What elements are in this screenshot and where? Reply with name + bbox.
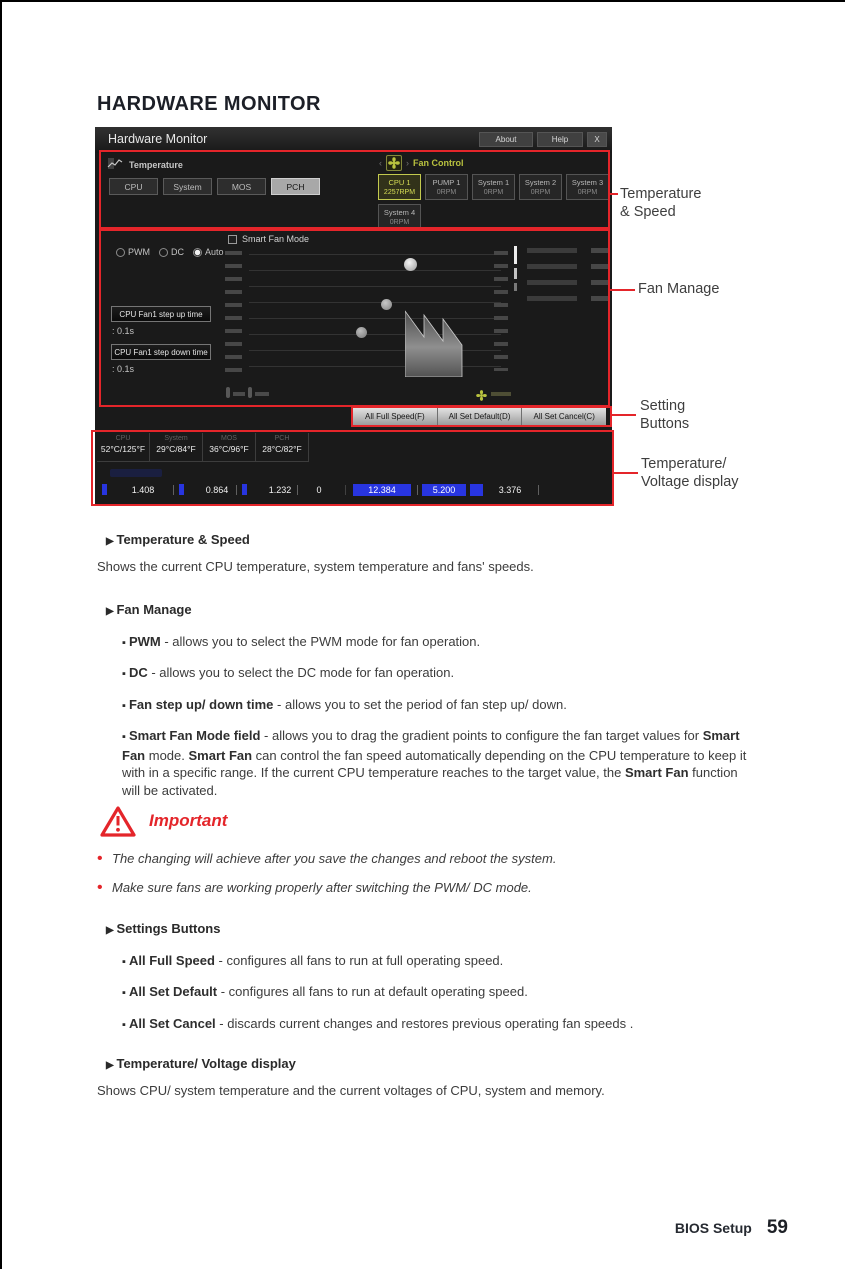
temperature-section-header [107,157,183,172]
page-edge-top [0,0,845,2]
radio-circle-icon [116,248,125,257]
footer-label: BIOS Setup [674,1220,752,1236]
callout-temperature-speed: Temperature & Speed [620,186,702,220]
radio-pwm[interactable]: PWM [116,247,150,257]
bullet-fan-step: ▪ Fan step up/ down time - allows you to set the period of fan step up/ down. [97,696,749,716]
tab-mos[interactable]: MOS [217,178,266,195]
temperature-tabs [109,178,320,195]
thermometer-icon [248,387,252,398]
scrollbar-mark [514,268,517,279]
fan-button-system4[interactable]: System 4 0RPM [378,204,421,230]
fan-control-header [379,155,464,171]
about-button[interactable]: About [479,132,533,147]
paragraph: Shows the current CPU temperature, system temperature and fans' speeds. [97,559,534,574]
all-full-speed-button[interactable]: All Full Speed(F) [353,408,438,425]
chevron-right-icon: › [406,158,409,168]
voltage-bar [470,484,483,496]
voltage-value: 0 [316,485,322,495]
setting-buttons-bar [353,408,606,425]
scrollbar-mark [514,246,517,264]
body-text [97,531,749,1100]
warning-icon [99,805,137,838]
voltage-value: 1.232 [268,485,292,495]
smart-fan-mode-label: Smart Fan Mode [242,234,310,244]
important-note: • The changing will achieve after you save the changes and reboot the system. [97,850,749,868]
voltage-bar [102,484,107,495]
fan-speed-waveform [405,305,463,377]
tab-pch[interactable]: PCH [271,178,320,195]
step-down-time-button[interactable]: CPU Fan1 step down time [111,344,211,360]
fan-curve-point-2[interactable] [381,299,392,310]
fan-curve-point-1[interactable] [404,258,417,271]
fan-icon [386,155,402,171]
fan-button-system2[interactable]: System 2 0RPM [519,174,562,200]
graph-gridlines [249,254,501,376]
help-button[interactable]: Help [537,132,583,147]
fan-buttons [378,174,610,230]
bullet-all-set-default: ▪ All Set Default - configures all fans to run at default operating speed. [97,983,749,1003]
heading-temp-voltage: ▶ Temperature/ Voltage display [97,1055,749,1075]
graph-rpm-axis-labels [494,251,508,371]
fan-button-system3[interactable]: System 3 0RPM [566,174,609,200]
dim-label [233,392,245,396]
window-title: Hardware Monitor [108,132,208,146]
dim-label [491,392,511,396]
temp-cell-pch: PCH 28°C/82°F [256,433,309,461]
voltage-bar [179,484,184,495]
bullet-all-full-speed: ▪ All Full Speed - configures all fans to run at full operating speed. [97,952,749,972]
fan-mode-radios [116,247,224,257]
tick [538,485,539,495]
step-up-time-button[interactable]: CPU Fan1 step up time [111,306,211,322]
important-note: • Make sure fans are working properly after switching the PWM/ DC mode. [97,879,749,897]
voltage-value: 0.864 [205,485,229,495]
fan-curve-graph [223,245,515,381]
callout-temp-voltage: Temperature/ Voltage display [641,456,739,490]
page-footer [675,1217,788,1239]
thermometer-icon [226,387,230,398]
fan-curve-point-3[interactable] [356,327,367,338]
footer-page-number: 59 [766,1217,788,1238]
temp-cell-mos: MOS 36°C/96°F [203,433,256,461]
voltage-value: 5.200 [422,484,466,496]
annotation-line [612,414,636,416]
important-banner [97,803,749,839]
radio-dc[interactable]: DC [159,247,184,257]
step-down-time-value: : 0.1s [112,364,135,374]
fan-icon [476,388,487,406]
bios-screenshot [95,127,612,505]
bullet-dc: ▪ DC - allows you to select the DC mode for fan operation. [97,664,749,684]
temperature-section-label: Temperature [129,159,183,170]
bullet-all-set-cancel: ▪ All Set Cancel - discards current changes and restores previous operating fan speeds . [97,1015,749,1035]
radio-auto[interactable]: Auto [193,247,224,257]
tick [345,485,346,495]
radio-circle-icon [159,248,168,257]
all-set-default-button[interactable]: All Set Default(D) [438,408,523,425]
tab-cpu[interactable]: CPU [109,178,158,195]
heading-settings-buttons: ▶ Settings Buttons [97,920,749,940]
fan-button-cpu1[interactable]: CPU 1 2257RPM [378,174,421,200]
temperature-readouts [97,433,309,462]
heading-temperature-speed: ▶ Temperature & Speed [97,531,749,551]
all-set-cancel-button[interactable]: All Set Cancel(C) [522,408,606,425]
tick [236,485,237,495]
important-title: Important [149,811,228,831]
voltage-bar [242,484,247,495]
window-titlebar [95,127,612,153]
fan-info-values-dim [591,248,609,312]
smart-fan-mode-row [228,234,309,244]
voltage-label-dim [110,469,162,477]
close-button[interactable]: X [587,132,607,147]
tab-system[interactable]: System [163,178,212,195]
tick [417,485,418,495]
paragraph: Shows CPU/ system temperature and the current voltages of CPU, system and memory. [97,1083,605,1098]
temperature-chart-icon [107,157,123,172]
voltage-value: 12.384 [353,484,411,496]
fan-info-labels-dim [527,248,577,312]
page-edge-left [0,0,2,1269]
smart-fan-mode-checkbox[interactable] [228,235,237,244]
callout-setting-buttons: Setting Buttons [640,398,690,432]
fan-button-system1[interactable]: System 1 0RPM [472,174,515,200]
chevron-left-icon: ‹ [379,158,382,168]
callout-fan-manage: Fan Manage [638,281,720,297]
tick [297,485,298,495]
step-up-time-value: : 0.1s [112,326,135,336]
graph-y-axis-labels [225,251,242,379]
fan-control-label: Fan Control [413,158,464,168]
scrollbar-mark [514,283,517,291]
voltage-value: 3.376 [498,485,522,495]
titlebar-buttons [479,132,607,147]
annotation-line [610,289,635,291]
tick [173,485,174,495]
bullet-smart-fan-field: ▪ Smart Fan Mode field - allows you to drag the gradient points to configure the fan target values for Smart Fan mode. Smart Fan can control the fan speed automatically depending on the CPU temperature to keep it with in a specific range. If the current CPU temperature reaches to the target value, the Smart Fan function will be activated. [97,727,749,799]
page-title: HARDWARE MONITOR [97,93,321,115]
temp-cell-cpu: CPU 52°C/125°F [97,433,150,461]
temp-cell-system: System 29°C/84°F [150,433,203,461]
annotation-line [614,472,638,474]
annotation-line [610,193,618,195]
heading-fan-manage: ▶ Fan Manage [97,601,749,621]
fan-button-pump1[interactable]: PUMP 1 0RPM [425,174,468,200]
voltage-value: 1.408 [131,485,155,495]
bullet-pwm: ▪ PWM - allows you to select the PWM mode for fan operation. [97,633,749,653]
voltage-readouts [95,483,612,497]
radio-selected-icon [193,248,202,257]
dim-label [255,392,269,396]
